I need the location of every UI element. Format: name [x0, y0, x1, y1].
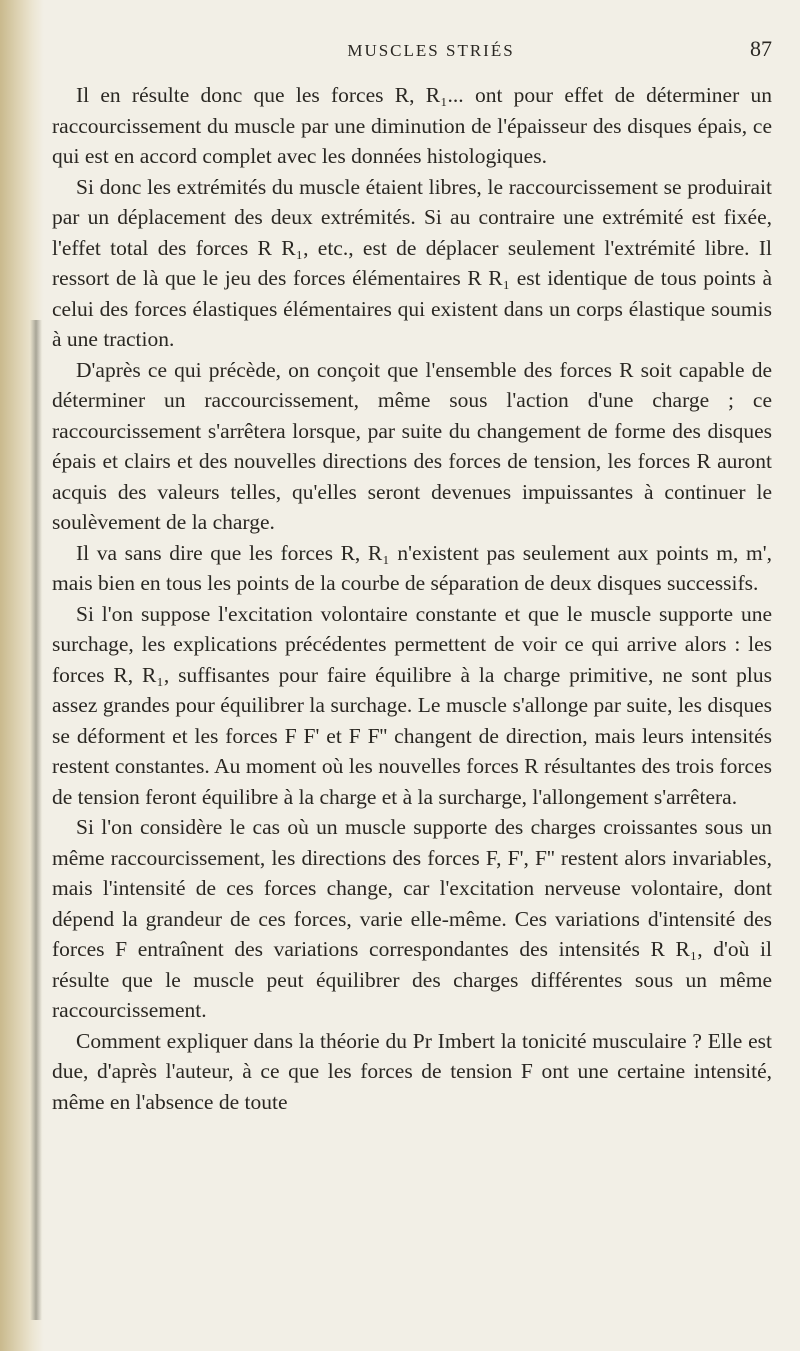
page-number: 87: [750, 36, 772, 61]
body-text: [52, 80, 772, 1117]
paragraph-1: Il en résulte donc que les forces R, R₁... ont pour effet de déterminer un raccourcissement du muscle par une diminution de l'épaisseur des disques épais, ce qui est en accord complet avec les données histologiques.: [52, 83, 772, 168]
paragraph-6: Si l'on considère le cas où un muscle supporte des charges croissantes sous un même raccourcissement, les directions des forces F, F', F'' restent alors invariables, mais l'intensité de ces forces change, car l'excitation nerveuse volontaire, dont dépend la grandeur de ces forces, varie elle-même. Ces variations d'intensité des forces F entraînent des variations correspondantes des intensités R R₁, d'où il résulte que le muscle peut équilibrer des charges différentes sous un même raccourcissement.: [52, 815, 772, 1022]
paragraph-7: Comment expliquer dans la théorie du Pr Imbert la tonicité musculaire ? Elle est due, d'après l'auteur, à ce que les forces de tension F ont une certaine intensité, même en l'absence de toute: [52, 1028, 772, 1114]
binding-shadow: [30, 320, 42, 1320]
paragraph-4: Il va sans dire que les forces R, R₁ n'existent pas seulement aux points m, m', mais bien en tous les points de la courbe de séparation de deux disques successifs.: [52, 540, 772, 595]
page-header: [52, 36, 772, 68]
paragraph-5: Si l'on suppose l'excitation volontaire constante et que le muscle supporte une surchage, les explications précédentes permettent de voir ce qui arrive alors : les forces R, R₁, suffisantes pour faire équilibre à la charge primitive, ne sont plus assez grandes pour équilibrer la surchage. Le muscle s'allonge par suite, les disques se déforment et les forces F F' et F F'' changent de direction, mais leurs intensités restent constantes. Au moment où les nouvelles forces R résultantes des trois forces de tension feront équilibre à la charge et à la surcharge, l'allongement s'arrêtera.: [52, 601, 772, 809]
paragraph-3: D'après ce qui précède, on conçoit que l'ensemble des forces R soit capable de déterminer un raccourcissement, même sous l'action d'une charge ; ce raccourcissement s'arrêtera lorsque, par suite du changement de forme des disques épais et clairs et des nouvelles directions des forces de tension, les forces R auront acquis des valeurs telles, qu'elles seront devenues impuissantes à continuer le soulèvement de la charge.: [52, 357, 772, 534]
book-page: [52, 36, 772, 1117]
running-head: MUSCLES STRIÉS: [347, 41, 515, 60]
paragraph-2: Si donc les extrémités du muscle étaient libres, le raccourcissement se produirait par un déplacement des deux extrémités. Si au contraire une extrémité est fixée, l'effet total des forces R R₁, etc., est de déplacer seulement l'extrémité libre. Il ressort de là que le jeu des forces élémentaires R R₁ est identique de tous points à celui des forces élastiques élémentaires qui existent dans un corps élastique soumis à une traction.: [52, 174, 772, 351]
